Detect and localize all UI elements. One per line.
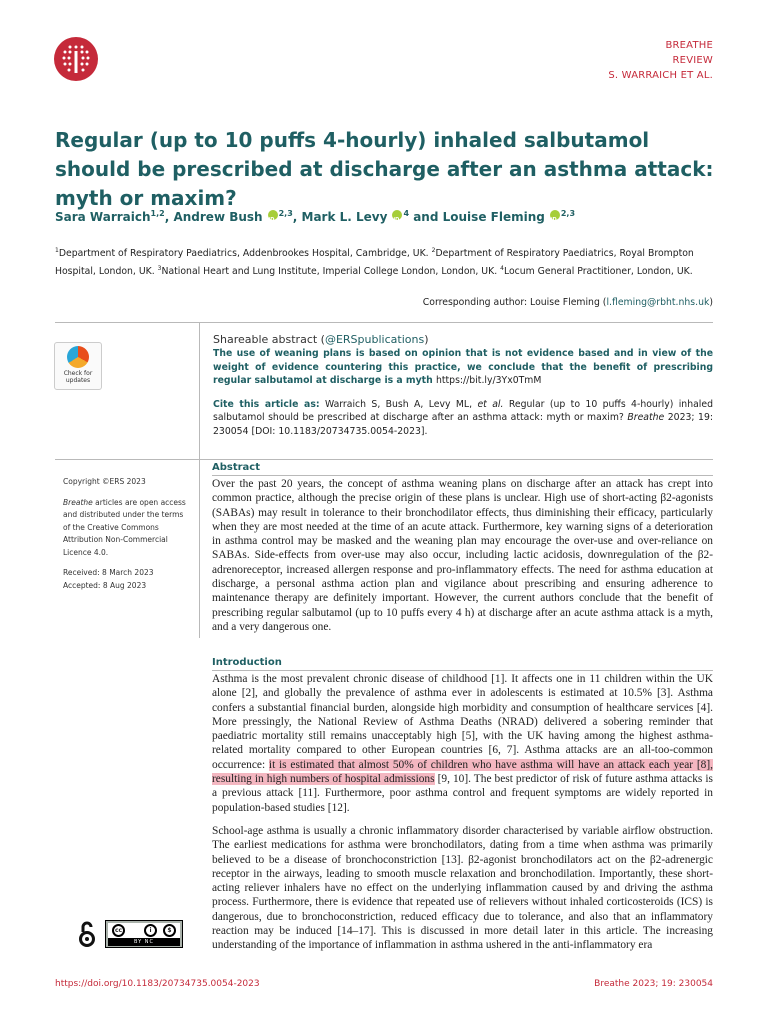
divider <box>199 460 200 638</box>
body-paragraph: School-age asthma is usually a chronic inflammatory disorder characterised by variable airflow obstruction. The earliest medications for asthma were bronchodilators, dating from a time when asthma was primarily believed to be a disease of bronchoconstriction [13]. β2-agonist bronchodilators act on the β2-adrenergic receptor in the airways, leading to smooth muscle relaxation and bronchodilation. Importantly, these short-acting reliever inhalers have no effect on the underlying inflammation caused by and driving the asthma process. Furthermore, there is evidence that repeated use of relievers without inhaled corticosteroids (ICS) is dangerous, due to bronchoconstriction, reduced efficacy due to tolerance, and also that an inflammatory reaction may be induced [14–17]. This is discussed in more detail later in this article. The increasing understanding of the importance of inflammation in asthma ushered in the anti-inflammatory era <box>212 825 713 952</box>
author-list: Sara Warraich$^{1,2}$, Andrew BushiD $^{2,3}$, Mark L. LevyiD $^4$ and Louise FlemingiD $^{2,3}$ <box>55 205 725 226</box>
abstract-heading: Abstract <box>212 462 713 476</box>
citation-block: Cite this article as: Warraich S, Bush A, Levy ML, et al. Regular (up to 10 puffs 4-hourly) inhaled salbutamol should be prescribed at discharge after an asthma attack: myth or maxim? Breathe 2023; 19: 230054 [DOI: 10.1183/20734735.0054-2023]. <box>213 399 713 437</box>
attribution-icon: i <box>144 924 157 937</box>
short-url-link[interactable]: https://bit.ly/3Yx0TmM <box>435 374 542 386</box>
divider <box>55 322 713 323</box>
journal-name: BREATHE <box>665 40 713 51</box>
twitter-handle-link[interactable]: @ERSpublications <box>324 333 425 346</box>
article-title: Regular (up to 10 puffs 4-hourly) inhaled salbutamol should be prescribed at discharge after an asthma attack: myth or maxim? <box>55 128 714 210</box>
corresponding-author: Corresponding author: Louise Fleming (l.fleming@rbht.nhs.uk) <box>422 297 713 308</box>
copyright: Copyright ©ERS 2023 <box>63 477 146 486</box>
doi-link[interactable]: https://doi.org/10.1183/20734735.0054-2023 <box>55 979 260 989</box>
noncommercial-icon: $ <box>163 924 176 937</box>
author-name[interactable]: Mark L. Levy <box>301 210 388 224</box>
article-sidebar <box>63 476 191 592</box>
shareable-abstract: Shareable abstract (@ERSpublications) The use of weaning plans is based on opinion that is not evidence based and in view of the weight of evidence countering this practice, we conclude that the benefit of prescribing regular salbutamol at discharge is a myth https://bit.ly/3Yx0TmM <box>213 333 713 386</box>
accepted-date: Accepted: 8 Aug 2023 <box>63 580 147 590</box>
cc-icon: cc <box>112 924 125 937</box>
author-name[interactable]: Louise Fleming <box>442 210 545 224</box>
orcid-icon[interactable] <box>392 210 402 220</box>
crossmark-icon <box>67 346 89 368</box>
abstract-section <box>212 462 713 634</box>
introduction-paragraph: Asthma is the most prevalent chronic disease of childhood [1]. It affects one in 11 children within the UK alone [2], and globally the prevalence of asthma ever in adolescents is estimated at 10.5% [3]. Asthma confers a substantial financial burden, alongside high morbidity and consumption of healthcare services [4]. More pressingly, the National Review of Asthma Deaths (NRAD) delivered a sobering reminder that paediatric mortality still remains unacceptably high [5], with the UK having among the highest asthma-related mortality compared to other European countries [6, 7]. Asthma attacks are an all-too-common occurrence: it is estimated that almost 50% of children who have asthma will have an attack each year [8], resulting in high numbers of hospital admissions [9, 10]. The best predictor of risk of future asthma attacks is a previous attack [11]. Furthermore, poor asthma control and frequent symptoms are widely reported in population-based studies [12]. <box>212 673 713 814</box>
introduction-heading: Introduction <box>212 657 713 671</box>
orcid-icon[interactable] <box>268 210 278 220</box>
footer-citation: Breathe 2023; 19: 230054 <box>594 979 713 989</box>
affiliations: $^1$Department of Respiratory Paediatrics, Addenbrookes Hospital, Cambridge, UK. $^2$Department of Respiratory Paediatrics, Royal Brompton Hospital, London, UK. $^3$National Heart and Lung Institute, Imperial College London, London, UK. $^4$Locum General Practitioner, London, UK. <box>55 247 694 277</box>
highlighted-text[interactable]: it is estimated that almost 50% of children who have asthma will have an attack each year [8], resulting in high numbers of hospital admissions <box>212 758 713 786</box>
orcid-icon[interactable] <box>550 210 560 220</box>
received-date: Received: 8 March 2023 <box>63 568 154 577</box>
divider <box>55 459 713 460</box>
authors-short: S. WARRAICH ET AL. <box>608 70 713 81</box>
divider <box>199 322 200 460</box>
author-name[interactable]: Andrew Bush <box>173 210 263 224</box>
cc-license-badge[interactable]: cc i $ BY NC <box>105 920 183 948</box>
article-type: REVIEW <box>672 55 713 66</box>
check-for-updates-button[interactable]: Check for updates <box>54 342 102 390</box>
running-header <box>608 38 713 83</box>
author-name[interactable]: Sara Warraich <box>55 210 151 224</box>
email-link[interactable]: l.fleming@rbht.nhs.uk <box>606 297 710 308</box>
introduction-section <box>212 657 713 815</box>
open-access-icon <box>78 920 96 948</box>
abstract-text: Over the past 20 years, the concept of asthma weaning plans on discharge after an attack has crept into common practice, although the precise origin of these plans is unclear. High use of short-acting β2-agonists (SABAs) may result in tolerance to their bronchodilator effects, thus diminishing their efficacy, particularly when they are most needed at the time of an acute attack. Furthermore, key warning signs of a deterioration in asthma control may be masked and the weaning plan may encourage the over-use and over-reliance on SABAs. Side-effects from over-use may also occur, including lactic acidosis, downregulation of the β2-adrenoreceptor, increased allergen response and pro-inflammatory effects. The need for asthma education at discharge, a personal asthma action plan and vigilance about prescribing and ensuring adherence to maintenance therapy are definitely important. However, the current authors conclude that the benefit of prescribing regular salbutamol (up to 10 puffs every 4 h) at discharge after an acute asthma attack is a myth, and a very dangerous one. <box>212 478 713 633</box>
license-text: Breathe articles are open access and distributed under the terms of the Creative Commons Attribution Non-Commercial Licence 4.0. <box>63 497 186 557</box>
ers-logo-icon <box>54 37 98 81</box>
